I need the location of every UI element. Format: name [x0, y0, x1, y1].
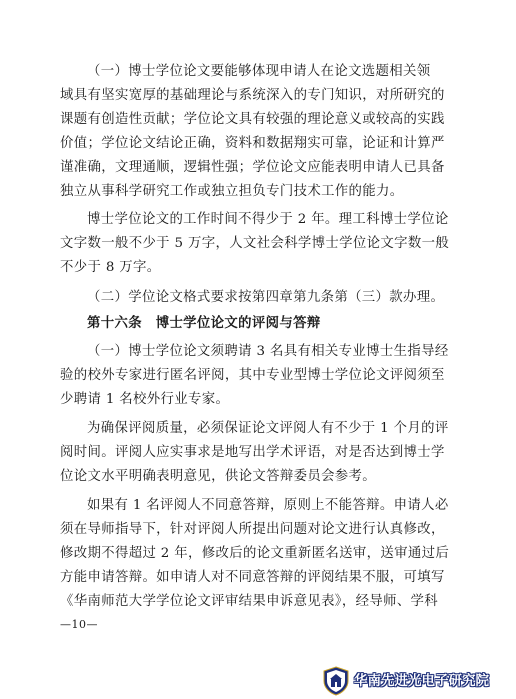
text-line: 《华南师范大学学位论文评审结果申诉意见表》，经导师、学科	[60, 594, 439, 609]
text-line: 位论文水平明确表明意见，供论文答辩委员会参考。	[60, 469, 377, 484]
text-line: 方能申请答辩。如申请人对不同意答辩的评阅结果不服，可填写	[60, 570, 445, 585]
text-line: 少聘请 1 名校外行业专家。	[60, 392, 230, 407]
text-line: 文字数一般不少于 5 万字，人文社会科学博士学位论文字数一般	[60, 236, 450, 251]
page-number: —10—	[60, 618, 98, 631]
text-line: 独立从事科学研究工作或独立担负专门技术工作的能力。	[60, 184, 404, 199]
watermark-text: 华南先进光电子研究院	[354, 673, 489, 689]
text-line: 价值；学位论文结论正确，资料和数据翔实可靠，论证和计算严	[60, 136, 445, 151]
text-line: 验的校外专家进行匿名评阅，其中专业型博士学位论文评阅须至	[60, 368, 445, 383]
section-heading: 第十六条 博士学位论文的评阅与答辩	[87, 316, 321, 331]
text-line: （二）学位论文格式要求按第四章第九条第（三）款办理。	[87, 290, 445, 305]
watermark	[320, 666, 516, 696]
text-line: 阅时间。评阅人应实事求是地写出学术评语，对是否达到博士学	[60, 445, 445, 460]
text-line: 不少于 8 万字。	[60, 260, 161, 275]
crest-icon	[322, 666, 350, 696]
text-line: 修改期不得超过 2 年，修改后的论文重新匿名送审，送审通过后	[60, 546, 450, 561]
text-line: 须在导师指导下，针对评阅人所提出问题对论文进行认真修改，	[60, 522, 445, 537]
text-line: 为确保评阅质量，必须保证论文评阅人有不少于 1 个月的评	[87, 421, 449, 436]
text-line: 博士学位论文的工作时间不得少于 2 年。理工科博士学位论	[87, 212, 449, 227]
text-line: （一）博士学位论文须聘请 3 名具有相关专业博士生指导经	[87, 344, 449, 359]
text-line: 谨准确，文理通顺，逻辑性强；学位论文应能表明申请人已具备	[60, 160, 445, 175]
text-line: 域具有坚实宽厚的基础理论与系统深入的专门知识，对所研究的	[60, 88, 445, 103]
text-line: （一）博士学位论文要能够体现申请人在论文选题相关领	[87, 64, 431, 79]
text-line: 课题有创造性贡献；学位论文具有较强的理论意义或较高的实践	[60, 112, 445, 127]
text-line: 如果有 1 名评阅人不同意答辩，原则上不能答辩。申请人必	[87, 498, 449, 513]
